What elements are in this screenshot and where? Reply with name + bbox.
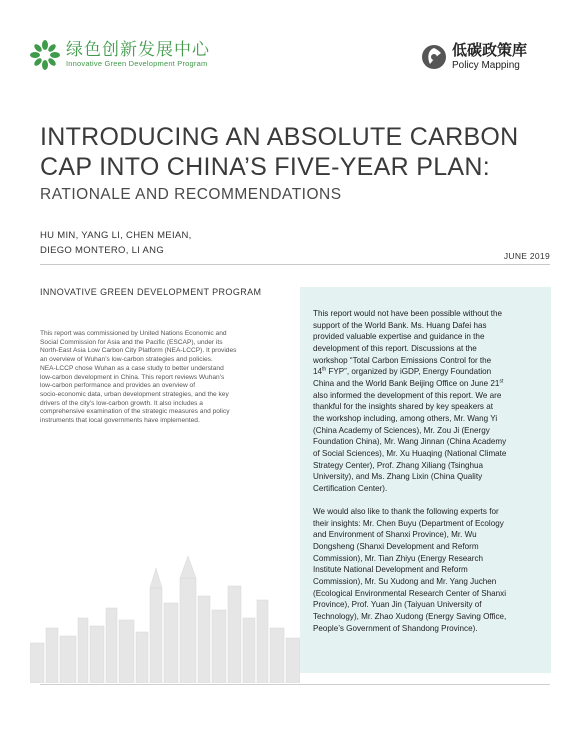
- bottom-divider: [40, 684, 550, 685]
- ack-line: thankful for the insights shared by key speakers at: [313, 402, 493, 412]
- ack-line: People’s Government of Shandong Province).: [313, 623, 478, 633]
- ack-line: Dongsheng (Shanxi Development and Reform: [313, 542, 479, 552]
- abstract-line: comprehensive examination of the strategic measures and policy: [40, 408, 230, 416]
- authors: [40, 228, 192, 258]
- abstract: [40, 330, 275, 426]
- policy-mapping-chinese-name: 低碳政策库: [452, 41, 528, 59]
- policy-mapping-logo: [421, 42, 527, 72]
- ack-line: their insights: Mr. Chen Buyu (Department of Ecology: [313, 518, 504, 528]
- ack-line: China and the World Bank Beijing Office on June 21st: [313, 378, 504, 388]
- ack-line: Province), Prof. Yuan Jin (Taiyuan University of: [313, 600, 482, 610]
- abstract-line: North-East Asia Low Carbon City Platform (NEA-LCCP). It provides: [40, 347, 237, 355]
- policy-mapping-english-name: Policy Mapping: [452, 60, 520, 71]
- abstract-line: low-carbon performance and provides an overview of: [40, 382, 196, 390]
- abstract-line: an overview of Wuhan’s low-carbon strategies and policies.: [40, 356, 213, 364]
- ack-line: provided valuable expertise and guidance in the: [313, 332, 485, 342]
- title-line-1: INTRODUCING AN ABSOLUTE CARBON: [40, 123, 519, 151]
- abstract-line: Social Commission for Asia and the Pacific (ESCAP), under its: [40, 338, 223, 346]
- abstract-line: socio-economic data, urban development strategies, and the key: [40, 390, 229, 398]
- authors-line-2: DIEGO MONTERO, LI ANG: [40, 245, 165, 256]
- ack-line: Institute National Development and Reform: [313, 565, 468, 575]
- ack-line: (Ecological Environmental Research Center of Shanxi: [313, 588, 506, 598]
- ack-line: Commission), Mr. Tian Zhiyu (Energy Research: [313, 553, 484, 563]
- igdp-logo: [30, 40, 210, 70]
- city-skyline-illustration: [30, 548, 300, 683]
- ack-line: 14th FYP”, organized by iGDP, Energy Foundation: [313, 366, 492, 377]
- authors-line-1: HU MIN, YANG LI, CHEN MEIAN,: [40, 230, 192, 241]
- divider: [40, 264, 550, 265]
- ack-line: University), and Ms. Zhang Lixin (China Quality: [313, 472, 483, 482]
- ack-line: Certification Center).: [313, 483, 388, 493]
- ack-line: also informed the development of this report. We are: [313, 390, 502, 400]
- report-title: [40, 122, 550, 182]
- ack-line: This report would not have been possible without the: [313, 309, 502, 318]
- ack-line: Technology), Mr. Zhao Xudong (Energy Saving Office,: [313, 612, 507, 621]
- abstract-line: low-carbon development in China. This report reviews Wuhan’s: [40, 373, 225, 381]
- title-line-2: CAP INTO CHINA’S FIVE-YEAR PLAN:: [40, 153, 490, 181]
- ack-line: We would also like to thank the following experts for: [313, 507, 499, 517]
- logo-chinese-name: 绿色创新发展中心: [66, 40, 210, 60]
- abstract-line: drivers of the city’s low-carbon growth. It also includes a: [40, 399, 203, 407]
- abstract-line: NEA-LCCP chose Wuhan as a case study to better understand: [40, 364, 224, 372]
- logo-english-name: Innovative Green Development Program: [66, 59, 208, 68]
- ack-line: Strategy Center), Prof. Zhang Xiliang (Tsinghua: [313, 460, 484, 470]
- program-name: INNOVATIVE GREEN DEVELOPMENT PROGRAM: [40, 287, 262, 297]
- ack-line: workshop “Total Carbon Emissions Control for the: [313, 355, 492, 365]
- policy-mapping-icon: [421, 44, 447, 70]
- ack-line: Commission), Mr. Su Xudong and Mr. Yang Juchen: [313, 577, 497, 587]
- ack-line: support of the World Bank. Ms. Huang Dafei has: [313, 320, 487, 330]
- ack-line: and Environment of Shanxi Province), Mr. Wu: [313, 530, 477, 540]
- report-subtitle: RATIONALE AND RECOMMENDATIONS: [40, 186, 342, 203]
- ack-line: Foundation China), Mr. Wang Jinnan (China Academy: [313, 437, 507, 447]
- ack-line: of Social Sciences), Mr. Xu Huaqing (National Climate: [313, 448, 507, 458]
- ack-line: (China Academy of Sciences), Mr. Zou Ji (Energy: [313, 425, 490, 435]
- acknowledgements-paragraph-2: [313, 506, 543, 634]
- publication-date: JUNE 2019: [503, 251, 550, 261]
- abstract-line: instruments that local governments have implemented.: [40, 417, 200, 425]
- acknowledgements-text: [313, 308, 543, 646]
- ack-line: the workshop including, among others, Mr. Wang Yi: [313, 413, 498, 423]
- abstract-line: This report was commissioned by United Nations Economic and: [40, 330, 227, 337]
- leaf-circle-icon: [30, 40, 60, 70]
- acknowledgements-paragraph-1: [313, 308, 543, 495]
- ack-line: development of this report. Discussions at the: [313, 343, 477, 353]
